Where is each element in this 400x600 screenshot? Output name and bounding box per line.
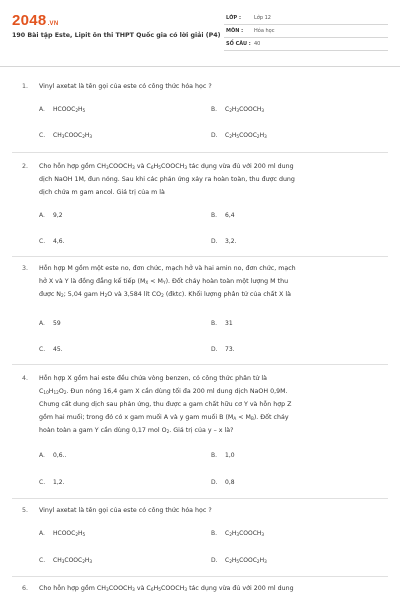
question-number: 1. xyxy=(22,83,29,90)
question-divider xyxy=(12,498,388,499)
option-text: 4,6. xyxy=(53,238,65,245)
answer-option[interactable] xyxy=(39,530,85,537)
question-line: hở X và Y là đồng đẳng kế tiếp $(M_X < M_Y)$. Đốt cháy hoàn toàn một lượng M thu xyxy=(39,278,289,285)
answer-option[interactable] xyxy=(39,452,66,459)
meta-value: 40 xyxy=(254,41,261,47)
question-line: Vinyl axetat là tên gọi của este có công thức hóa học ? xyxy=(39,83,212,90)
answer-option[interactable] xyxy=(211,238,236,245)
answer-option[interactable] xyxy=(211,106,264,113)
option-text: 73. xyxy=(225,346,235,353)
option-letter: B. xyxy=(211,106,218,113)
option-text: $C_2H_5COOC_2H_3$ xyxy=(225,132,267,139)
option-letter: D. xyxy=(211,557,218,564)
question-text xyxy=(39,504,381,517)
question-number: 4. xyxy=(22,375,29,382)
document-header xyxy=(0,0,400,58)
question-line: dịch NaOH 1M, đun nóng. Sau khi các phản ứng xảy ra hoàn toàn, thu được dung xyxy=(39,176,295,183)
question-line: Chưng cất dung dịch sau phản ứng, thu được a gam chất hữu cơ Y và hỗn hợp Z xyxy=(39,401,292,408)
meta-key: MÔN : xyxy=(226,28,244,34)
option-text: 9,2 xyxy=(53,212,63,219)
option-text: $CH_3COOC_2H_3$ xyxy=(53,132,93,139)
question-number: 6. xyxy=(22,585,29,592)
logo-text: 2048 xyxy=(12,12,47,29)
question-line: $C_{10}H_{12}O_2$. Đun nóng 16,4 gam X cần dùng tối đa 200 ml dung dịch NaOH 0,9M. xyxy=(39,388,288,395)
option-letter: B. xyxy=(211,212,218,219)
option-text: $C_2H_3COOCH_3$ xyxy=(225,106,265,113)
option-letter: D. xyxy=(211,132,218,139)
option-text: $HCOOC_2H_5$ xyxy=(53,106,86,113)
answer-option[interactable] xyxy=(211,530,264,537)
question-line: Cho hỗn hợp gồm $CH_3COOCH_3$ và $C_6H_5COOCH_3$ tác dụng vừa đủ với 200 ml dung xyxy=(39,163,294,170)
option-text: 59 xyxy=(53,320,61,327)
question-text xyxy=(39,160,381,199)
option-text: 31 xyxy=(225,320,233,327)
option-text: $C_2H_5COOC_2H_3$ xyxy=(225,557,267,564)
option-letter: A. xyxy=(39,212,45,219)
option-text: 1,2. xyxy=(53,479,65,486)
answer-option[interactable] xyxy=(211,452,235,459)
answer-option[interactable] xyxy=(211,479,235,486)
answer-option[interactable] xyxy=(39,479,64,486)
question-line: Hỗn hợp M gồm một este no, đơn chức, mạch hở và hai amin no, đơn chức, mạch xyxy=(39,265,296,272)
logo-suffix: .VN xyxy=(47,21,59,27)
option-text: 45. xyxy=(53,346,63,353)
option-letter: A. xyxy=(39,106,45,113)
question-line: gồm hai muối; trong đó có x gam muối A và y gam muối B $(M_A < M_B)$. Đốt cháy xyxy=(39,414,289,421)
option-text: $CH_3COOC_2H_3$ xyxy=(53,557,93,564)
question-line: được $N_2$; 5,04 gam $H_2O$ và 3,584 lít $CO_2$ (đktc). Khối lượng phân tử của chất X là xyxy=(39,291,291,298)
question-number: 2. xyxy=(22,163,29,170)
meta-row-subject xyxy=(224,25,388,38)
question-number: 5. xyxy=(22,507,29,514)
question-divider xyxy=(12,364,388,365)
question-divider xyxy=(12,256,388,257)
question-line: dịch chứa m gam ancol. Giá trị của m là xyxy=(39,189,165,196)
answer-option[interactable] xyxy=(39,238,64,245)
question-text xyxy=(39,372,381,437)
meta-value: Hóa học xyxy=(254,28,275,34)
option-text: 0,6.. xyxy=(53,452,67,459)
question-divider xyxy=(12,152,388,153)
question-number: 3. xyxy=(22,265,29,272)
option-letter: D. xyxy=(211,479,218,486)
option-letter: A. xyxy=(39,452,45,459)
question-line: Cho hỗn hợp gồm $CH_3COOCH_3$ và $C_6H_5COOCH_3$ tác dụng vừa đủ với 200 ml dung xyxy=(39,585,294,592)
option-text: 1,0 xyxy=(225,452,235,459)
answer-option[interactable] xyxy=(39,106,85,113)
question-line: hoàn toàn a gam Y cần dùng 0,17 mol $O_2$. Giá trị của y – x là? xyxy=(39,427,234,434)
meta-value: Lớp 12 xyxy=(254,15,271,21)
option-letter: D. xyxy=(211,238,218,245)
option-letter: B. xyxy=(211,452,218,459)
answer-option[interactable] xyxy=(211,346,235,353)
meta-table xyxy=(224,12,388,51)
question-text xyxy=(39,262,381,301)
meta-row-class xyxy=(224,12,388,25)
question-line: Vinyl axetat là tên gọi của este có công thức hóa học ? xyxy=(39,507,212,514)
question-line: Hỗn hợp X gồm hai este đều chứa vòng benzen, có công thức phân tử là xyxy=(39,375,268,382)
answer-option[interactable] xyxy=(211,320,233,327)
option-text: $HCOOC_2H_5$ xyxy=(53,530,86,537)
answer-option[interactable] xyxy=(39,212,63,219)
option-letter: C. xyxy=(39,132,46,139)
document-title: 190 Bài tập Este, Lipit ôn thi THPT Quốc gia có lời giải (P4) xyxy=(12,32,221,39)
question-divider xyxy=(12,576,388,577)
answer-option[interactable] xyxy=(39,320,61,327)
question-text xyxy=(39,582,381,595)
option-text: 6,4 xyxy=(225,212,235,219)
option-letter: A. xyxy=(39,530,45,537)
option-letter: C. xyxy=(39,238,46,245)
option-letter: C. xyxy=(39,346,46,353)
option-text: 3,2. xyxy=(225,238,237,245)
meta-key: LỚP : xyxy=(226,15,241,21)
option-letter: B. xyxy=(211,530,218,537)
option-letter: C. xyxy=(39,557,46,564)
site-logo[interactable] xyxy=(12,12,58,29)
question-text xyxy=(39,80,381,93)
answer-option[interactable] xyxy=(39,346,63,353)
meta-row-count xyxy=(224,38,388,51)
answer-option[interactable] xyxy=(39,132,92,139)
option-text: 0,8 xyxy=(225,479,235,486)
answer-option[interactable] xyxy=(211,132,267,139)
option-letter: C. xyxy=(39,479,46,486)
header-divider xyxy=(0,66,400,67)
meta-key: SỐ CÂU : xyxy=(226,41,251,47)
answer-option[interactable] xyxy=(39,557,92,564)
option-letter: D. xyxy=(211,346,218,353)
option-text: $C_2H_3COOCH_3$ xyxy=(225,530,265,537)
option-letter: B. xyxy=(211,320,218,327)
option-letter: A. xyxy=(39,320,45,327)
answer-option[interactable] xyxy=(211,557,267,564)
answer-option[interactable] xyxy=(211,212,235,219)
